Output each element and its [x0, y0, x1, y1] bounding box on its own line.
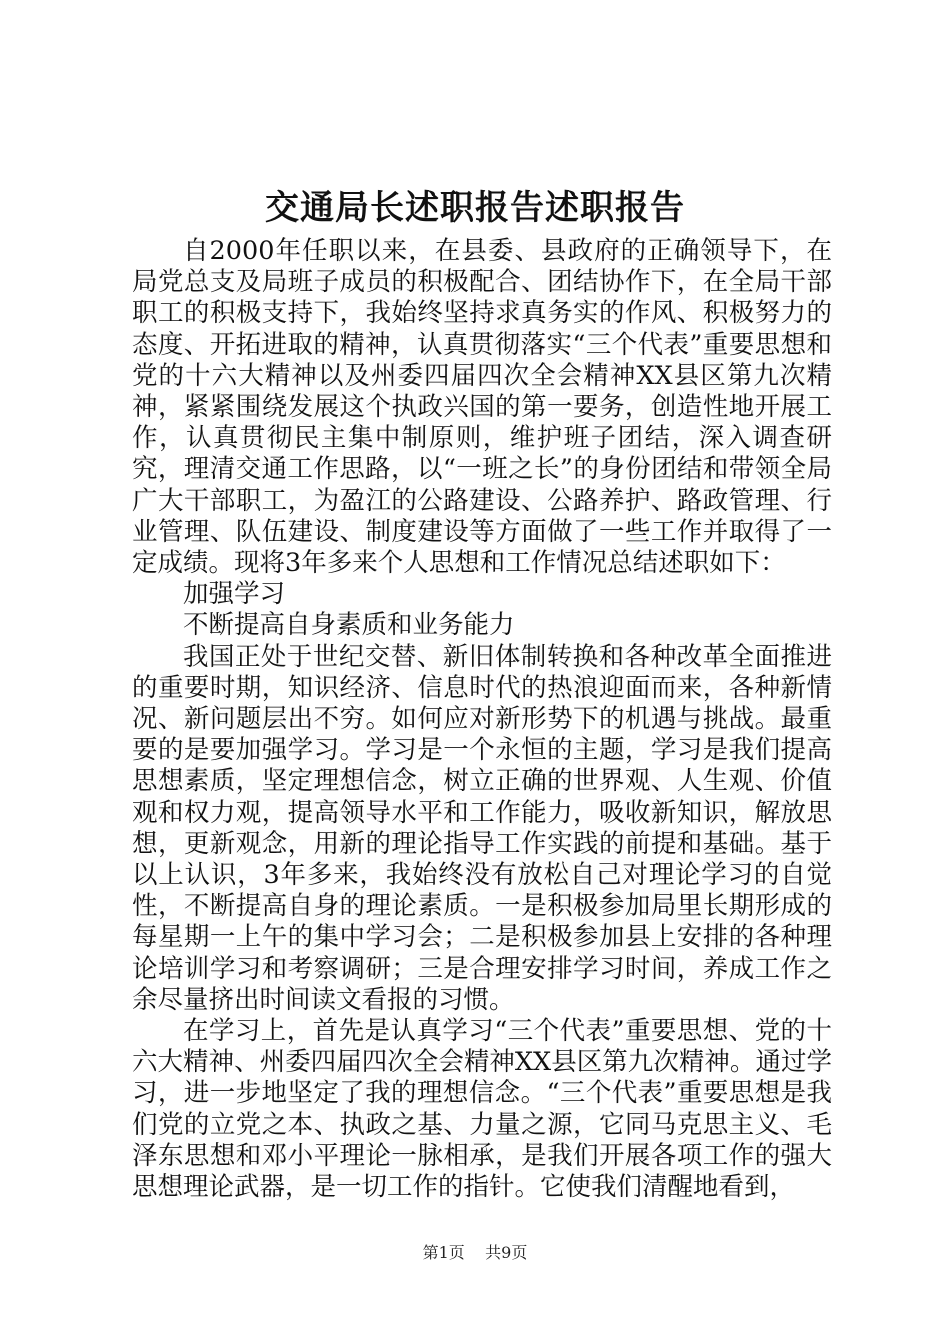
section-subheading: 不断提高自身素质和业务能力	[183, 610, 515, 641]
footer-spacer	[470, 1243, 480, 1262]
paragraph: 我国正处于世纪交替、新旧体制转换和各种改革全面推进的重要时期，知识经济、信息时代的热浪迎面而来，各种新情况、新问题层出不穷。如何应对新形势下的机遇与挑战。最重要的是要加强学习。学习是一个永恒的主题，学习是我们提高思想素质，坚定理想信念，树立正确的世界观、人生观、价值观和权力观，提高领导水平和工作能力，吸收新知识，解放思想，更新观念，用新的理论指导工作实践的前提和基础。基于以上认识，3年多来，我始终没有放松自己对理论学习的自觉性，不断提高自身的理论素质。一是积极参加局里长期形成的每星期一上午的集中学习会；二是积极参加县上安排的各种理论培训学习和考察调研；三是合理安排学习时间，养成工作之余尽量挤出时间读文看报的习惯。	[132, 641, 832, 1015]
document-title: 交通局长述职报告述职报告	[265, 188, 685, 228]
page-footer	[0, 1242, 950, 1264]
page-total: 共9页	[485, 1243, 528, 1262]
paragraph: 自2000年任职以来，在县委、县政府的正确领导下，在局党总支及局班子成员的积极配合、团结协作下，在全局干部职工的积极支持下，我始终坚持求真务实的作风、积极努力的态度、开拓进取的精神，认真贯彻落实“三个代表”重要思想和党的十六大精神以及州委四届四次全会精神XX县区第九次精神，紧紧围绕发展这个执政兴国的第一要务，创造性地开展工作，认真贯彻民主集中制原则，维护班子团结，深入调查研究，理清交通工作思路，以“一班之长”的身份团结和带领全局广大干部职工，为盈江的公路建设、公路养护、路政管理、行业管理、队伍建设、制度建设等方面做了一些工作并取得了一定成绩。现将3年多来个人思想和工作情况总结述职如下：	[132, 236, 832, 579]
paragraph: 在学习上，首先是认真学习“三个代表”重要思想、党的十六大精神、州委四届四次全会精神XX县区第九次精神。通过学习，进一步地坚定了我的理想信念。“三个代表”重要思想是我们党的立党之本、执政之基、力量之源，它同马克思主义、毛泽东思想和邓小平理论一脉相承，是我们开展各项工作的强大思想理论武器，是一切工作的指针。它使我们清醒地看到，	[132, 1016, 832, 1203]
page-number: 第1页	[422, 1243, 465, 1262]
document-body	[132, 236, 832, 1203]
section-heading: 加强学习	[183, 579, 286, 610]
